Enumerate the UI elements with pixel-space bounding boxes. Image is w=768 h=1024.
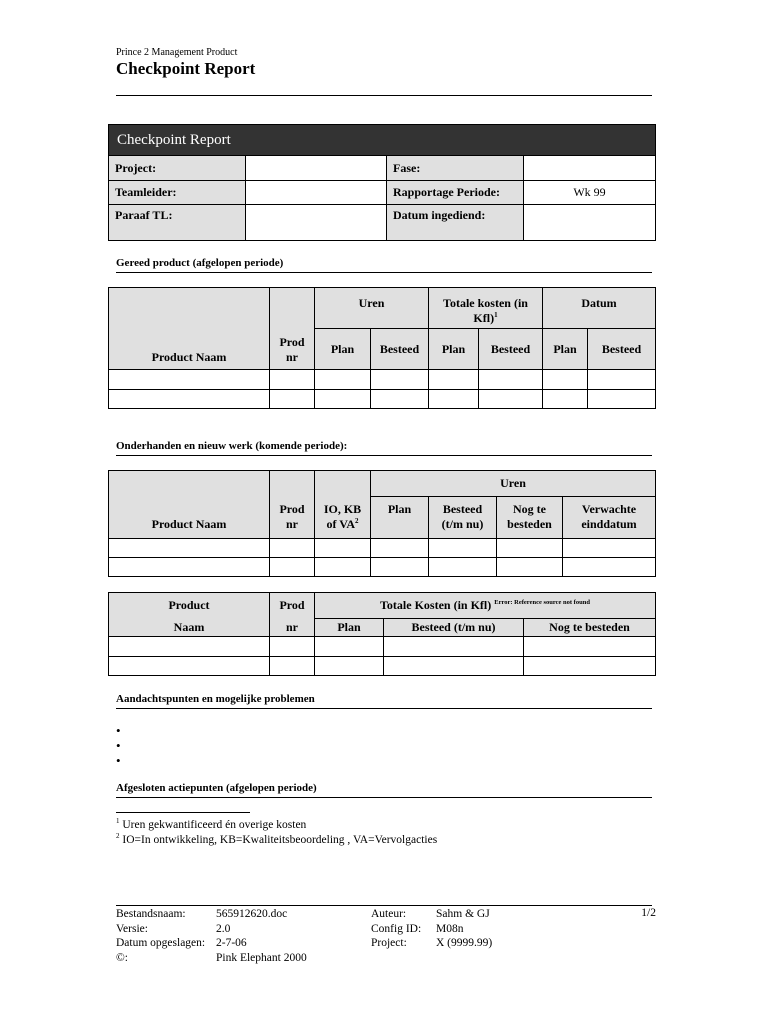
bullet-item: • xyxy=(116,738,121,753)
doc-title: Checkpoint Report xyxy=(116,59,256,78)
uren-plan: Plan xyxy=(315,329,371,370)
versie-value: 2.0 xyxy=(216,922,231,935)
rapportage-label: Rapportage Periode: xyxy=(387,181,524,205)
col-uren-2: Uren xyxy=(371,471,656,497)
col-prod-3a: Prod xyxy=(270,593,315,619)
col-product-naam: Product Naam xyxy=(109,288,270,370)
table-row xyxy=(109,637,656,657)
table-row xyxy=(109,558,656,577)
bestandsnaam-value: 565912620.doc xyxy=(216,908,288,920)
uren-besteed-2: Besteed (t/m nu) xyxy=(429,497,497,539)
col-datum: Datum xyxy=(543,288,656,329)
col-totale-kosten-label: Totale kosten (in Kfl) xyxy=(443,296,528,325)
kosten-besteed: Besteed xyxy=(479,329,543,370)
footnote-ref-2: 2 xyxy=(355,517,359,525)
footnote-2-num: 2 xyxy=(116,832,120,840)
footer-project-label: Project: xyxy=(371,937,407,949)
table-row xyxy=(109,370,656,390)
footnote-ref-1: 1 xyxy=(494,311,498,319)
table-row xyxy=(109,390,656,409)
section-aandachtspunten-title: Aandachtspunten en mogelijke problemen xyxy=(116,693,315,705)
datum-opgeslagen-value: 2-7-06 xyxy=(216,937,247,949)
config-id-value: M08n xyxy=(436,922,464,935)
teamleider-value[interactable] xyxy=(246,181,387,205)
col-io-kb-va-label: IO, KB of VA xyxy=(323,502,362,531)
datum-opgeslagen-label: Datum opgeslagen: xyxy=(116,937,206,949)
footnote-2 xyxy=(116,832,437,846)
table-row xyxy=(109,657,656,676)
footnote-1-num: 1 xyxy=(116,817,120,825)
kosten-table xyxy=(108,592,656,676)
section-aandachtspunten-divider xyxy=(116,708,652,709)
datum-ingediend-label: Datum ingediend: xyxy=(387,205,524,241)
section-gereed-divider xyxy=(116,272,652,273)
bullet-item: • xyxy=(116,723,121,738)
kosten-plan: Plan xyxy=(429,329,479,370)
footnote-2-text: IO=In ontwikkeling, KB=Kwaliteitsbeoordeling , VA=Vervolgacties xyxy=(122,833,438,846)
rapportage-value[interactable]: Wk 99 xyxy=(524,181,656,205)
footnote-1-text: Uren gekwantificeerd én overige kosten xyxy=(122,818,307,831)
project-value[interactable] xyxy=(246,156,387,181)
col-product-3b: Naam xyxy=(109,619,270,637)
footnote-divider xyxy=(116,812,250,813)
paraaf-label: Paraaf TL: xyxy=(109,205,246,241)
auteur-label: Auteur: xyxy=(371,908,407,920)
header-divider xyxy=(116,95,652,96)
copyright-value: Pink Elephant 2000 xyxy=(216,951,307,964)
footer-divider xyxy=(116,905,652,906)
section-onderhanden-divider xyxy=(116,455,652,456)
col-totale-kosten-3 xyxy=(315,593,656,619)
datum-besteed: Besteed xyxy=(588,329,656,370)
footer-project-value: X (9999.99) xyxy=(436,937,493,949)
col-uren: Uren xyxy=(315,288,429,329)
info-table xyxy=(108,124,656,241)
col-prod-3b: nr xyxy=(270,619,315,637)
uren-plan-2: Plan xyxy=(371,497,429,539)
bullet-item: • xyxy=(116,753,121,768)
paraaf-value[interactable] xyxy=(246,205,387,241)
footer-labels-right xyxy=(371,907,421,951)
col-product-3a: Product xyxy=(109,593,270,619)
verwachte-einddatum: Verwachte einddatum xyxy=(563,497,656,539)
section-gereed-title: Gereed product (afgelopen periode) xyxy=(116,257,284,269)
col-totale-kosten-3-label: Totale Kosten (in Kfl) xyxy=(380,598,492,612)
col-totale-kosten xyxy=(429,288,543,329)
versie-label: Versie: xyxy=(116,922,148,935)
uren-besteed: Besteed xyxy=(371,329,429,370)
auteur-value: Sahm & GJ xyxy=(436,908,490,920)
col-prod-nr-2: Prod nr xyxy=(270,471,315,539)
config-id-label: Config ID: xyxy=(371,922,422,935)
doc-subtitle: Prince 2 Management Product xyxy=(116,47,238,58)
table-row xyxy=(109,539,656,558)
kosten-nog-3: Nog te besteden xyxy=(524,619,656,637)
section-afgesloten-divider xyxy=(116,797,652,798)
fase-label: Fase: xyxy=(387,156,524,181)
datum-ingediend-value[interactable] xyxy=(524,205,656,241)
kosten-plan-3: Plan xyxy=(315,619,384,637)
gereed-table xyxy=(108,287,656,409)
section-afgesloten-title: Afgesloten actiepunten (afgelopen periode) xyxy=(116,782,317,794)
teamleider-label: Teamleider: xyxy=(109,181,246,205)
col-io-kb-va xyxy=(315,471,371,539)
col-product-naam-2: Product Naam xyxy=(109,471,270,539)
col-prod-nr: Prod nr xyxy=(270,288,315,370)
datum-plan: Plan xyxy=(543,329,588,370)
info-table-heading: Checkpoint Report xyxy=(109,125,656,156)
footer-values-right xyxy=(436,907,492,951)
kosten-besteed-3: Besteed (t/m nu) xyxy=(384,619,524,637)
footnote-1 xyxy=(116,817,306,831)
copyright-label: ©: xyxy=(116,951,128,964)
onderhanden-table xyxy=(108,470,656,577)
bestandsnaam-label: Bestandsnaam: xyxy=(116,908,186,920)
uren-nog-2: Nog te besteden xyxy=(497,497,563,539)
page-number: 1/2 xyxy=(641,907,656,919)
project-label: Project: xyxy=(109,156,246,181)
fase-value[interactable] xyxy=(524,156,656,181)
section-onderhanden-title: Onderhanden en nieuw werk (komende periode): xyxy=(116,440,348,452)
footer-values-left xyxy=(216,907,307,965)
error-reference: Error: Reference source not found xyxy=(494,599,590,606)
footer-labels-left xyxy=(116,907,205,965)
